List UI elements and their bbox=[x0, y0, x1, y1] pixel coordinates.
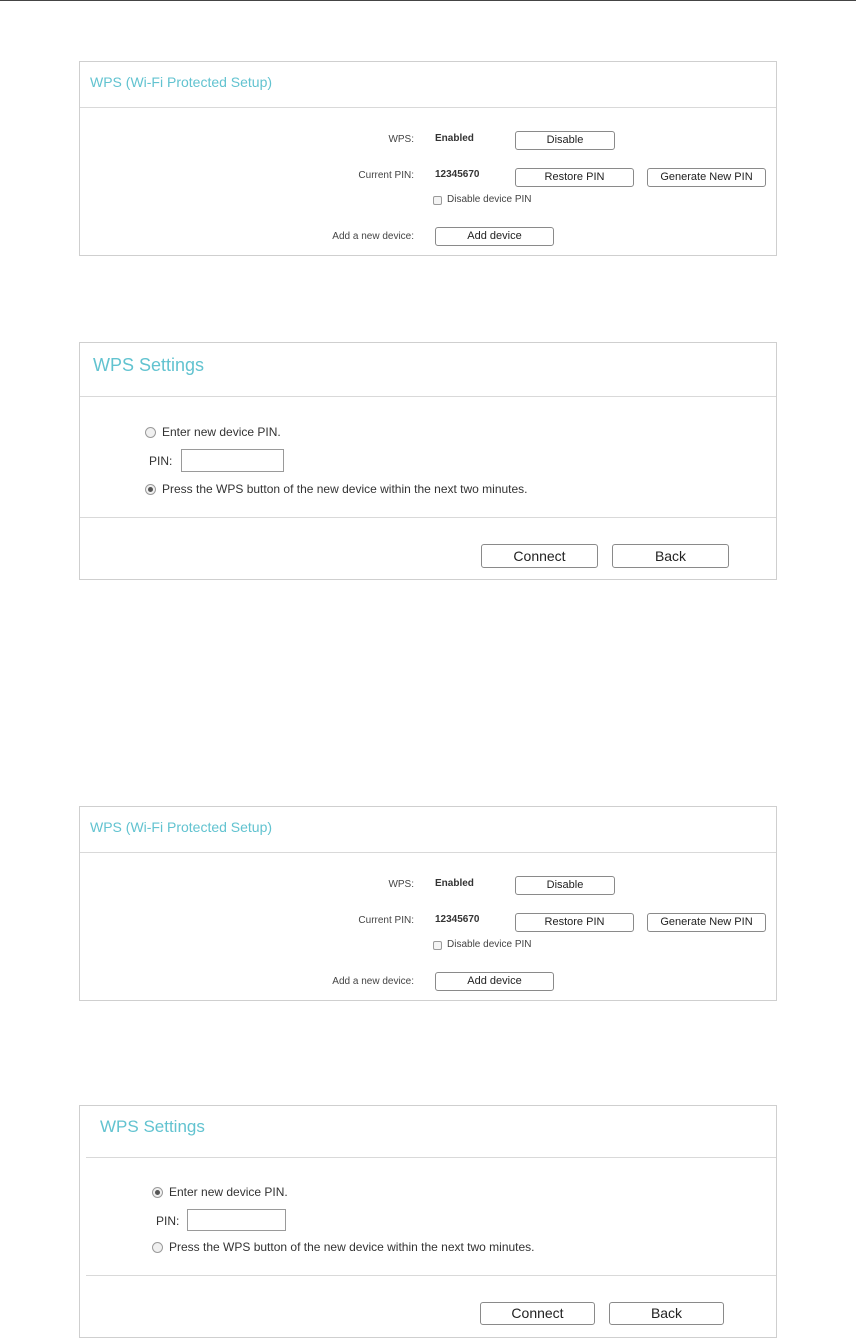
disable-pin-checkbox-label: Disable device PIN bbox=[447, 194, 532, 205]
page-top-rule bbox=[0, 0, 856, 1]
radio-enter-pin-label: Enter new device PIN. bbox=[162, 425, 281, 439]
generate-pin-button-2[interactable]: Generate New PIN bbox=[647, 913, 766, 932]
radio-enter-pin-2[interactable] bbox=[152, 1187, 163, 1198]
radio-enter-pin[interactable] bbox=[145, 427, 156, 438]
wps-panel-2-title: WPS (Wi-Fi Protected Setup) bbox=[90, 819, 273, 835]
wps-settings-2-divider-top bbox=[86, 1157, 776, 1158]
wps-settings-2-divider-bottom bbox=[86, 1275, 776, 1276]
add-device-label-2: Add a new device: bbox=[332, 976, 414, 987]
connect-button-2[interactable]: Connect bbox=[480, 1302, 595, 1325]
pin-field-label-2: PIN: bbox=[156, 1214, 180, 1228]
current-pin-label: Current PIN: bbox=[358, 170, 414, 181]
wps-settings-panel bbox=[79, 342, 777, 580]
add-device-label: Add a new device: bbox=[332, 231, 414, 242]
add-device-button[interactable]: Add device bbox=[435, 227, 554, 246]
disable-pin-checkbox[interactable] bbox=[433, 196, 442, 205]
radio-press-button-2-label: Press the WPS button of the new device within the next two minutes. bbox=[169, 1240, 535, 1254]
wps-label-2: WPS: bbox=[388, 879, 414, 890]
wps-panel-2 bbox=[79, 806, 777, 1001]
wps-settings-panel-2 bbox=[79, 1105, 777, 1338]
disable-wps-button[interactable]: Disable bbox=[515, 131, 615, 150]
radio-enter-pin-2-label: Enter new device PIN. bbox=[169, 1185, 288, 1199]
wps-status-2: Enabled bbox=[435, 878, 474, 889]
back-button[interactable]: Back bbox=[612, 544, 729, 568]
wps-settings-2-title: WPS Settings bbox=[100, 1117, 205, 1136]
pin-field-label: PIN: bbox=[149, 454, 173, 468]
wps-label: WPS: bbox=[388, 134, 414, 145]
radio-press-button-2[interactable] bbox=[152, 1242, 163, 1253]
wps-status: Enabled bbox=[435, 133, 474, 144]
add-device-button-2[interactable]: Add device bbox=[435, 972, 554, 991]
wps-panel-2-divider bbox=[80, 852, 776, 853]
disable-pin-checkbox-2[interactable] bbox=[433, 941, 442, 950]
disable-pin-checkbox-label-2: Disable device PIN bbox=[447, 939, 532, 950]
pin-input[interactable] bbox=[181, 449, 284, 472]
back-button-2[interactable]: Back bbox=[609, 1302, 724, 1325]
disable-wps-button-2[interactable]: Disable bbox=[515, 876, 615, 895]
wps-settings-divider-top bbox=[80, 396, 776, 397]
pin-input-2[interactable] bbox=[187, 1209, 286, 1231]
wps-panel-title: WPS (Wi-Fi Protected Setup) bbox=[90, 74, 273, 90]
radio-press-button[interactable] bbox=[145, 484, 156, 495]
wps-settings-divider-bottom bbox=[80, 517, 776, 518]
radio-press-button-label: Press the WPS button of the new device within the next two minutes. bbox=[162, 482, 528, 496]
current-pin-label-2: Current PIN: bbox=[358, 915, 414, 926]
connect-button[interactable]: Connect bbox=[481, 544, 598, 568]
restore-pin-button-2[interactable]: Restore PIN bbox=[515, 913, 634, 932]
wps-settings-title: WPS Settings bbox=[93, 355, 205, 375]
current-pin-value: 12345670 bbox=[435, 169, 480, 180]
restore-pin-button[interactable]: Restore PIN bbox=[515, 168, 634, 187]
wps-panel-divider bbox=[80, 107, 776, 108]
generate-pin-button[interactable]: Generate New PIN bbox=[647, 168, 766, 187]
current-pin-value-2: 12345670 bbox=[435, 914, 480, 925]
wps-panel bbox=[79, 61, 777, 256]
